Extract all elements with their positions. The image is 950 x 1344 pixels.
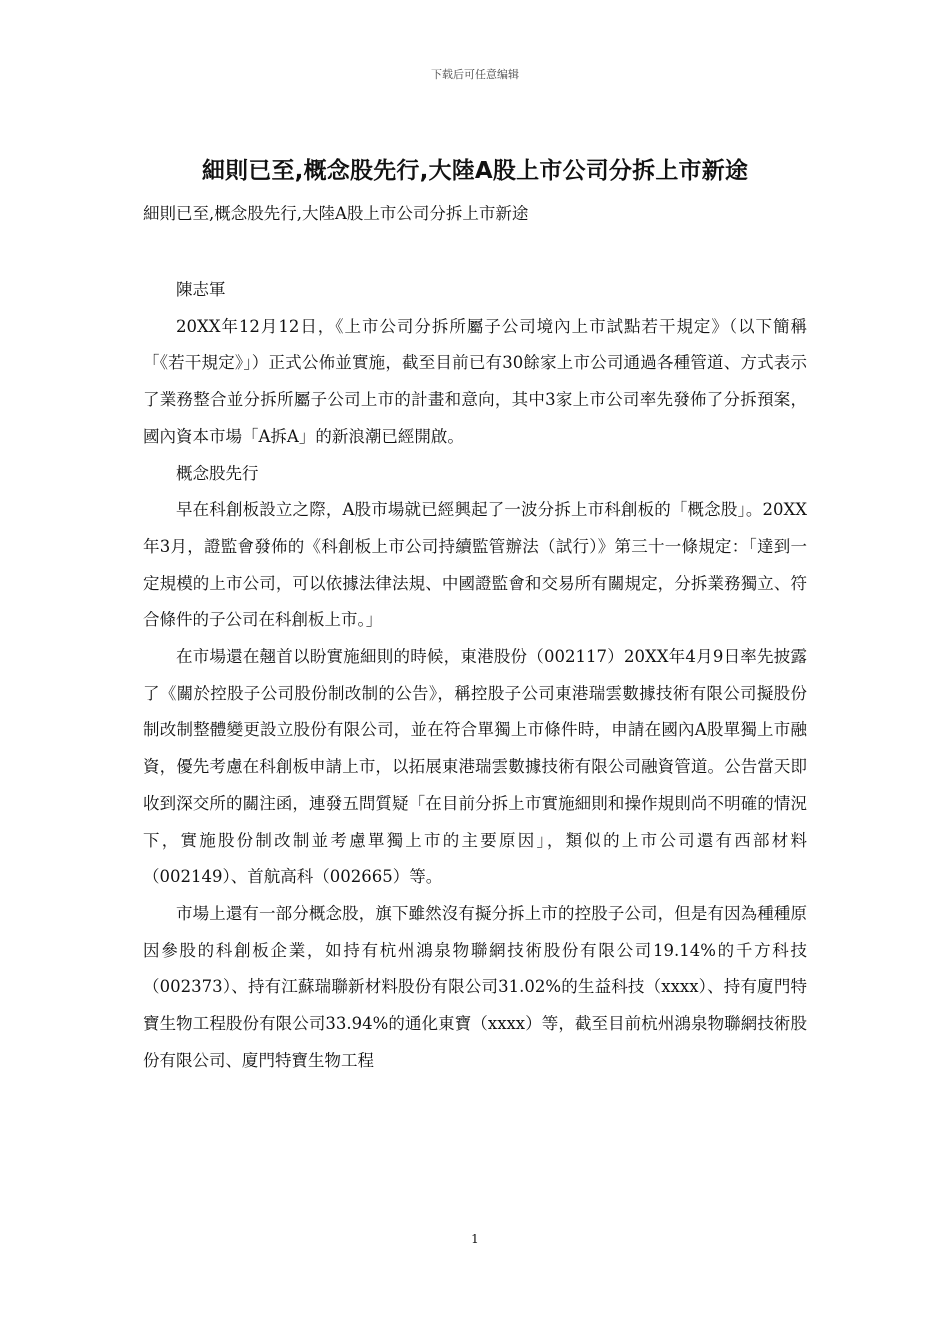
author-line: 陳志軍: [176, 280, 226, 299]
paragraph: 市場上還有一部分概念股，旗下雖然沒有擬分拆上市的控股子公司，但是有因為種種原因參股的科創板企業，如持有杭州鴻泉物聯網技術股份有限公司19.14%的千方科技（002373）、持有江蘇瑞聯新材料股份有限公司31.02%的生益科技（xxxx）、持有廈門特寶生物工程股份有限公司33.94%的通化東寶（xxxx）等，截至目前杭州鴻泉物聯網技術股份有限公司、廈門特寶生物工程: [143, 903, 807, 1070]
page-number: 1: [471, 1232, 479, 1246]
paragraph: 早在科創板設立之際，A股市場就已經興起了一波分拆上市科創板的「概念股」。20XX年3月，證監會發佈的《科創板上市公司持續監管辦法（試行）》第三十一條規定：「達到一定規模的上市公司，可以依據法律法規、中國證監會和交易所有關規定，分拆業務獨立、符合條件的子公司在科創板上市。」: [143, 500, 807, 630]
document-subtitle: 細則已至,概念股先行,大陸A股上市公司分拆上市新途: [143, 204, 529, 223]
document-body: [143, 272, 807, 1079]
header-note: 下载后可任意编辑: [431, 68, 519, 81]
document-title: 細則已至,概念股先行,大陸A股上市公司分拆上市新途: [201, 158, 749, 184]
section-heading: 概念股先行: [176, 463, 259, 483]
paragraph: 在市場還在翹首以盼實施細則的時候，東港股份（002117）20XX年4月9日率先披露了《關於控股子公司股份制改制的公告》，稱控股子公司東港瑞雲數據技術有限公司擬股份制改制整體變更設立股份有限公司，並在符合單獨上市條件時，申請在國內A股單獨上市融資，優先考慮在科創板申請上市，以拓展東港瑞雲數據技術有限公司融資管道。公告當天即收到深交所的關注函，連發五問質疑「在目前分拆上市實施細則和操作規則尚不明確的情況下，實施股份制改制並考慮單獨上市的主要原因」，類似的上市公司還有西部材料（002149）、首航高科（002665）等。: [143, 647, 807, 887]
paragraph: 20XX年12月12日，《上市公司分拆所屬子公司境內上市試點若干規定》（以下簡稱「《若干規定》」）正式公佈並實施，截至目前已有30餘家上市公司通過各種管道、方式表示了業務整合並分拆所屬子公司上市的計畫和意向，其中3家上市公司率先發佈了分拆預案，國內資本市場「A拆A」的新浪潮已經開啟。: [143, 316, 807, 446]
